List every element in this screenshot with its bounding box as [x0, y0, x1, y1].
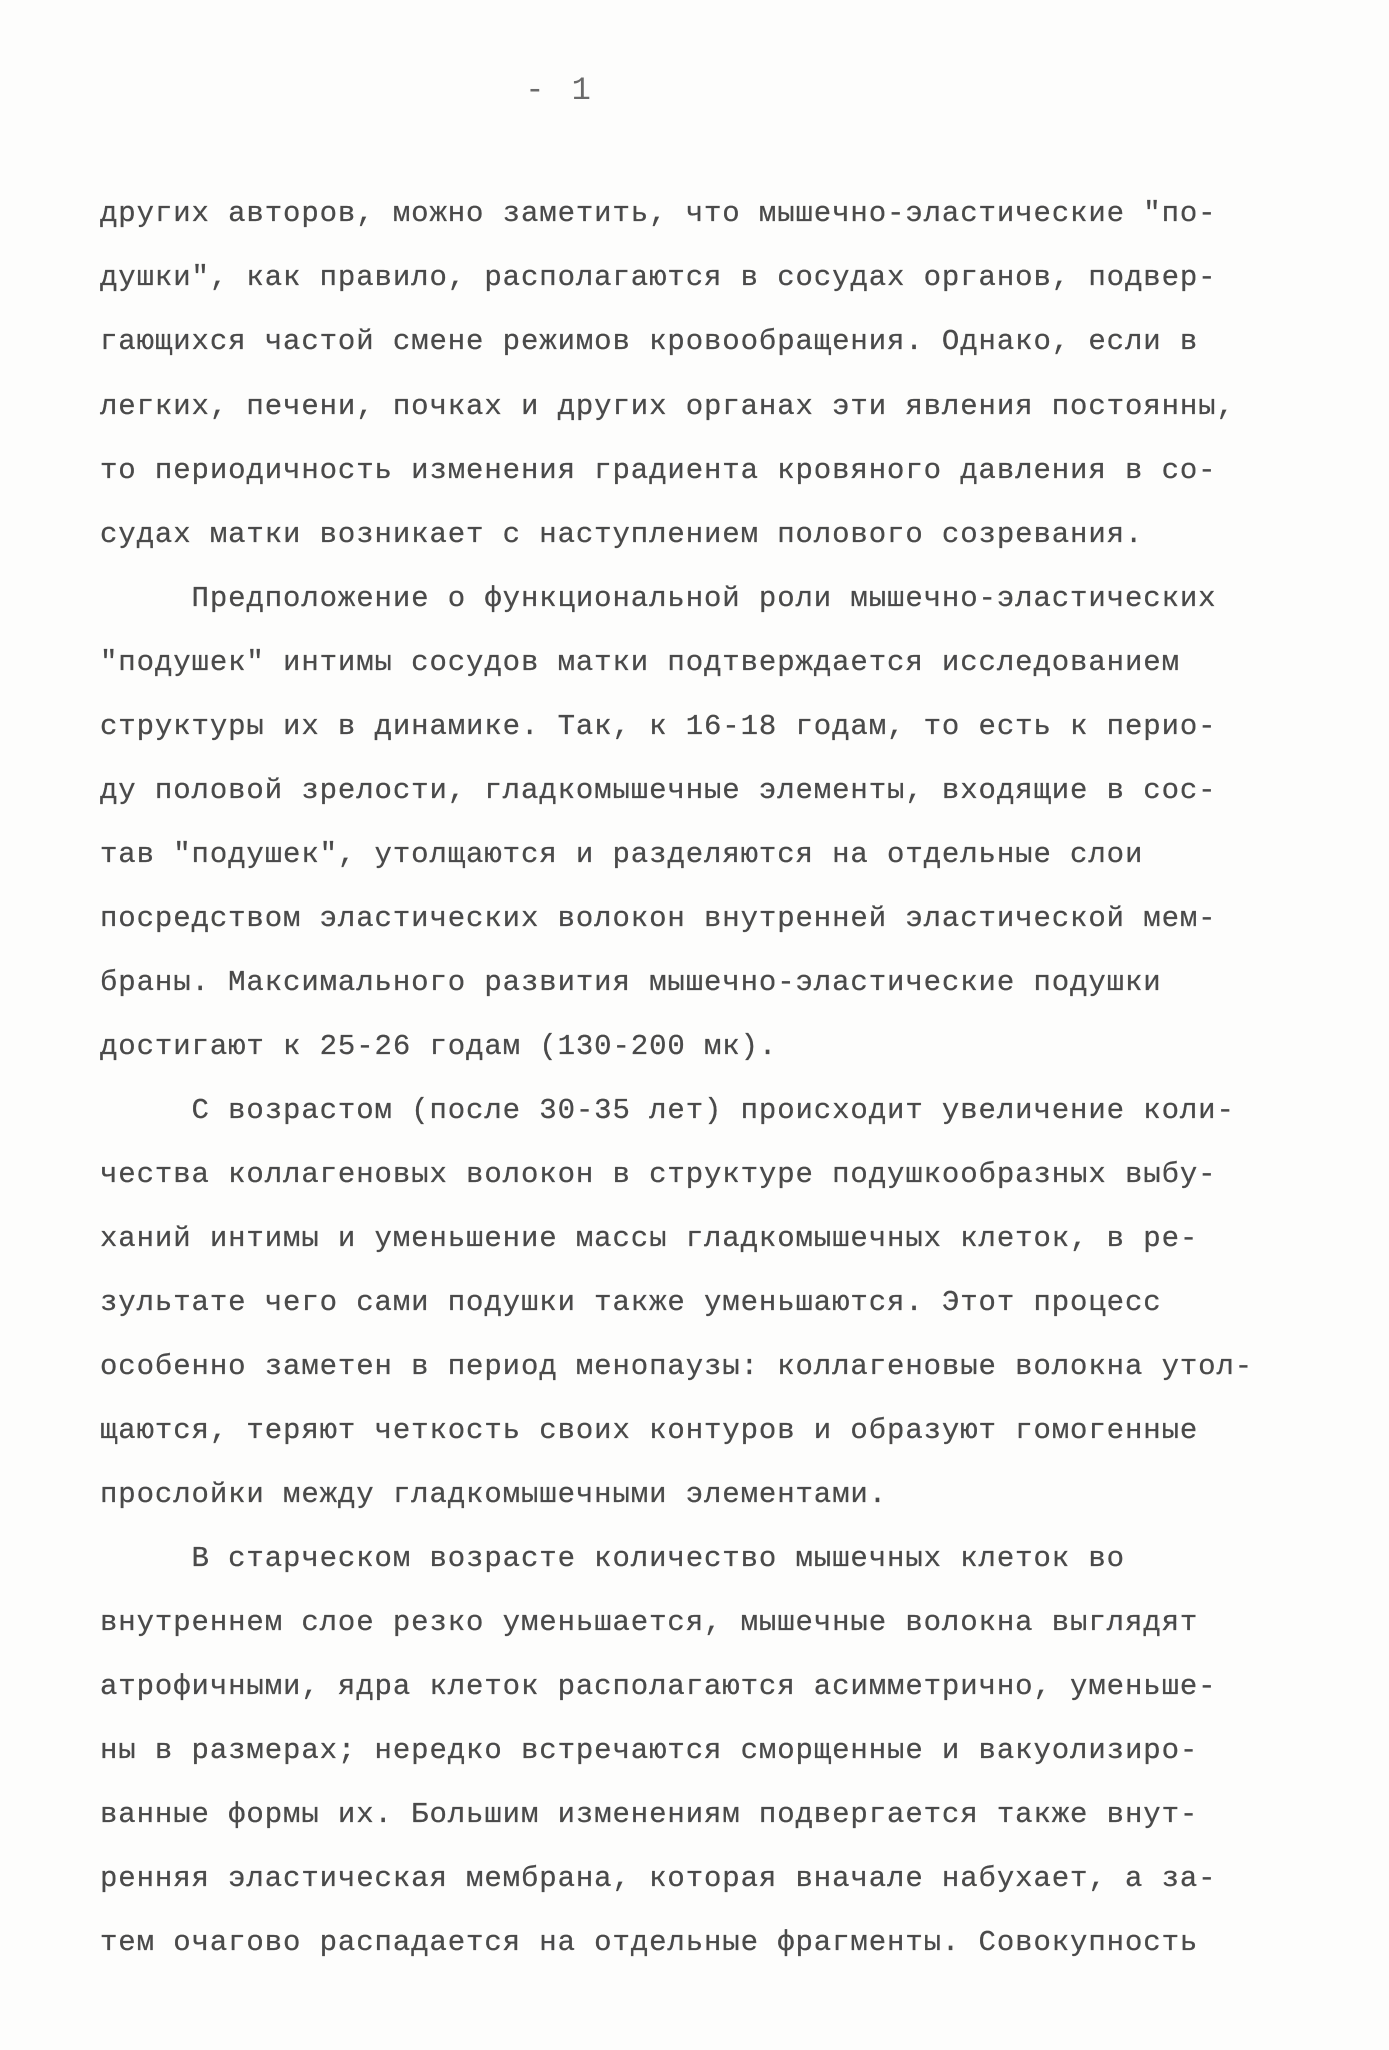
text-line: чества коллагеновых волокон в структуре подушкообразных выбу- — [100, 1158, 1217, 1191]
text-line: С возрастом (после 30-35 лет) происходит увеличение коли- — [100, 1094, 1235, 1127]
text-line: щаются, теряют четкость своих контуров и образуют гомогенные — [100, 1414, 1199, 1447]
text-line: "подушек" интимы сосудов матки подтверждается исследованием — [100, 646, 1180, 679]
text-line: ренняя эластическая мембрана, которая вначале набухает, а за- — [100, 1862, 1217, 1895]
text-line: гающихся частой смене режимов кровообращения. Однако, если в — [100, 325, 1199, 358]
text-line: посредством эластических волокон внутренней эластической мем- — [100, 902, 1217, 935]
text-line: то периодичность изменения градиента кровяного давления в со- — [100, 454, 1217, 487]
text-line: ханий интимы и уменьшение массы гладкомышечных клеток, в ре- — [100, 1222, 1199, 1255]
page-number: - 1 — [525, 72, 595, 109]
text-line: тав "подушек", утолщаются и разделяются на отдельные слои — [100, 838, 1144, 871]
text-line: душки", как правило, располагаются в сосудах органов, подвер- — [100, 261, 1217, 294]
text-line: легких, печени, почках и других органах эти явления постоянны, — [100, 390, 1235, 423]
text-line: структуры их в динамике. Так, к 16-18 годам, то есть к перио- — [100, 710, 1217, 743]
text-line: достигают к 25-26 годам (130-200 мк). — [100, 1030, 778, 1063]
text-line: особенно заметен в период менопаузы: коллагеновые волокна утол- — [100, 1350, 1254, 1383]
text-line: Предположение о функциональной роли мышечно-эластических — [100, 582, 1217, 615]
text-line: судах матки возникает с наступлением полового созревания. — [100, 518, 1144, 551]
text-line: ду половой зрелости, гладкомышечные элементы, входящие в сос- — [100, 774, 1217, 807]
text-line: внутреннем слое резко уменьшается, мышечные волокна выглядят — [100, 1606, 1199, 1639]
text-line: атрофичными, ядра клеток располагаются асимметрично, уменьше- — [100, 1670, 1217, 1703]
text-line: прослойки между гладкомышечными элементами. — [100, 1478, 888, 1511]
text-line: браны. Максимального развития мышечно-эластические подушки — [100, 966, 1162, 999]
text-line: зультате чего сами подушки также уменьшаются. Этот процесс — [100, 1286, 1162, 1319]
text-line: ванные формы их. Большим изменениям подвергается также внут- — [100, 1798, 1199, 1831]
text-line: ны в размерах; нередко встречаются сморщенные и вакуолизиро- — [100, 1734, 1199, 1767]
text-line: других авторов, можно заметить, что мышечно-эластические "по- — [100, 197, 1217, 230]
text-line: В старческом возрасте количество мышечных клеток во — [100, 1542, 1125, 1575]
text-line: тем очагово распадается на отдельные фрагменты. Совокупность — [100, 1926, 1199, 1959]
